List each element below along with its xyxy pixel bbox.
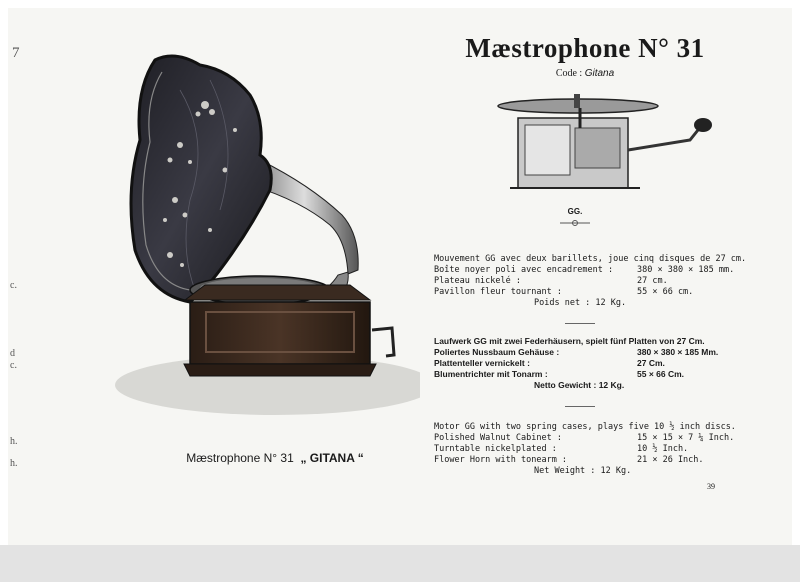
spec-value: 55 × 66 Cm. xyxy=(637,369,685,379)
spec-label: Plateau nickelé : xyxy=(434,276,521,286)
spec-value: 27 Cm. xyxy=(637,358,665,368)
edge-letter: d xyxy=(10,348,15,359)
spec-value: 27 cm. xyxy=(637,276,668,286)
scanner-background xyxy=(0,545,800,582)
spec-value: 21 × 26 Inch. xyxy=(637,455,704,465)
ornament-divider xyxy=(560,218,590,228)
caption-name: „ GITANA “ xyxy=(300,451,364,465)
spec-value: 380 × 380 × 185 mm. xyxy=(637,265,735,275)
mechanism-illustration xyxy=(490,90,720,205)
left-page-number: 7 xyxy=(12,45,20,61)
edge-letter: h. xyxy=(10,458,18,469)
spec-label: Pavillon fleur tournant : xyxy=(434,287,562,297)
spec-block-french xyxy=(434,254,746,309)
spec-row xyxy=(434,358,705,369)
spec-row xyxy=(434,287,746,298)
gramophone-illustration xyxy=(110,50,420,415)
cabinet-top xyxy=(185,285,370,300)
spec-weight: Net Weight : 12 Kg. xyxy=(534,466,632,476)
spec-value: 10 ½ Inch. xyxy=(637,444,689,454)
spec-label: Blumentrichter mit Tonarm : xyxy=(434,369,548,379)
spec-label: Poliertes Nussbaum Gehäuse : xyxy=(434,347,560,357)
spec-row xyxy=(434,347,719,358)
horn-bell xyxy=(131,56,271,302)
spec-block-english xyxy=(434,422,736,477)
spec-label: Plattenteller vernickelt : xyxy=(434,358,530,368)
section-separator xyxy=(565,323,595,324)
winding-crank xyxy=(372,328,394,356)
spec-value: 380 × 380 × 185 Mm. xyxy=(637,347,719,357)
page-number: 39 xyxy=(707,482,715,491)
spec-row xyxy=(434,455,736,466)
illustration-caption xyxy=(150,451,400,465)
edge-letter: c. xyxy=(10,280,17,291)
caption-model: Mæstrophone N° 31 xyxy=(186,451,294,465)
spec-weight: Poids net : 12 Kg. xyxy=(534,298,627,308)
cabinet-base xyxy=(184,364,376,376)
crank-knob xyxy=(694,118,712,132)
product-code xyxy=(440,68,730,79)
spec-label: Turntable nickelplated : xyxy=(434,444,557,454)
mechanism-label: GG. xyxy=(567,207,583,216)
spec-row xyxy=(434,433,736,444)
spec-first-line: Laufwerk GG mit zwei Federhäusern, spielt fünf Platten von 27 Cm. xyxy=(434,336,705,346)
spec-row xyxy=(434,276,746,287)
crank-shaft xyxy=(628,130,698,150)
spec-weight: Netto Gewicht : 12 Kg. xyxy=(534,380,625,390)
product-title: Mæstrophone N° 31 xyxy=(465,33,705,63)
section-separator xyxy=(565,406,595,407)
spec-row xyxy=(434,265,746,276)
spec-label: Flower Horn with tonearm : xyxy=(434,455,568,465)
spec-label: Polished Walnut Cabinet : xyxy=(434,433,562,443)
code-value: Gitana xyxy=(584,68,615,79)
spec-row xyxy=(434,444,736,455)
spec-first-line: Mouvement GG avec deux barillets, joue cinq disques de 27 cm. xyxy=(434,254,747,264)
code-label: Code : xyxy=(555,68,583,79)
edge-letter: h. xyxy=(10,436,18,447)
spec-row xyxy=(434,369,705,380)
spec-label: Boîte noyer poli avec encadrement : xyxy=(434,265,614,275)
edge-letter: c. xyxy=(10,360,17,371)
spec-block-german xyxy=(434,336,719,391)
spec-value: 15 × 15 × 7 ¼ Inch. xyxy=(637,433,735,443)
spec-first-line: Motor GG with two spring cases, plays five 10 ½ inch discs. xyxy=(434,422,736,432)
spec-value: 55 × 66 cm. xyxy=(637,287,694,297)
